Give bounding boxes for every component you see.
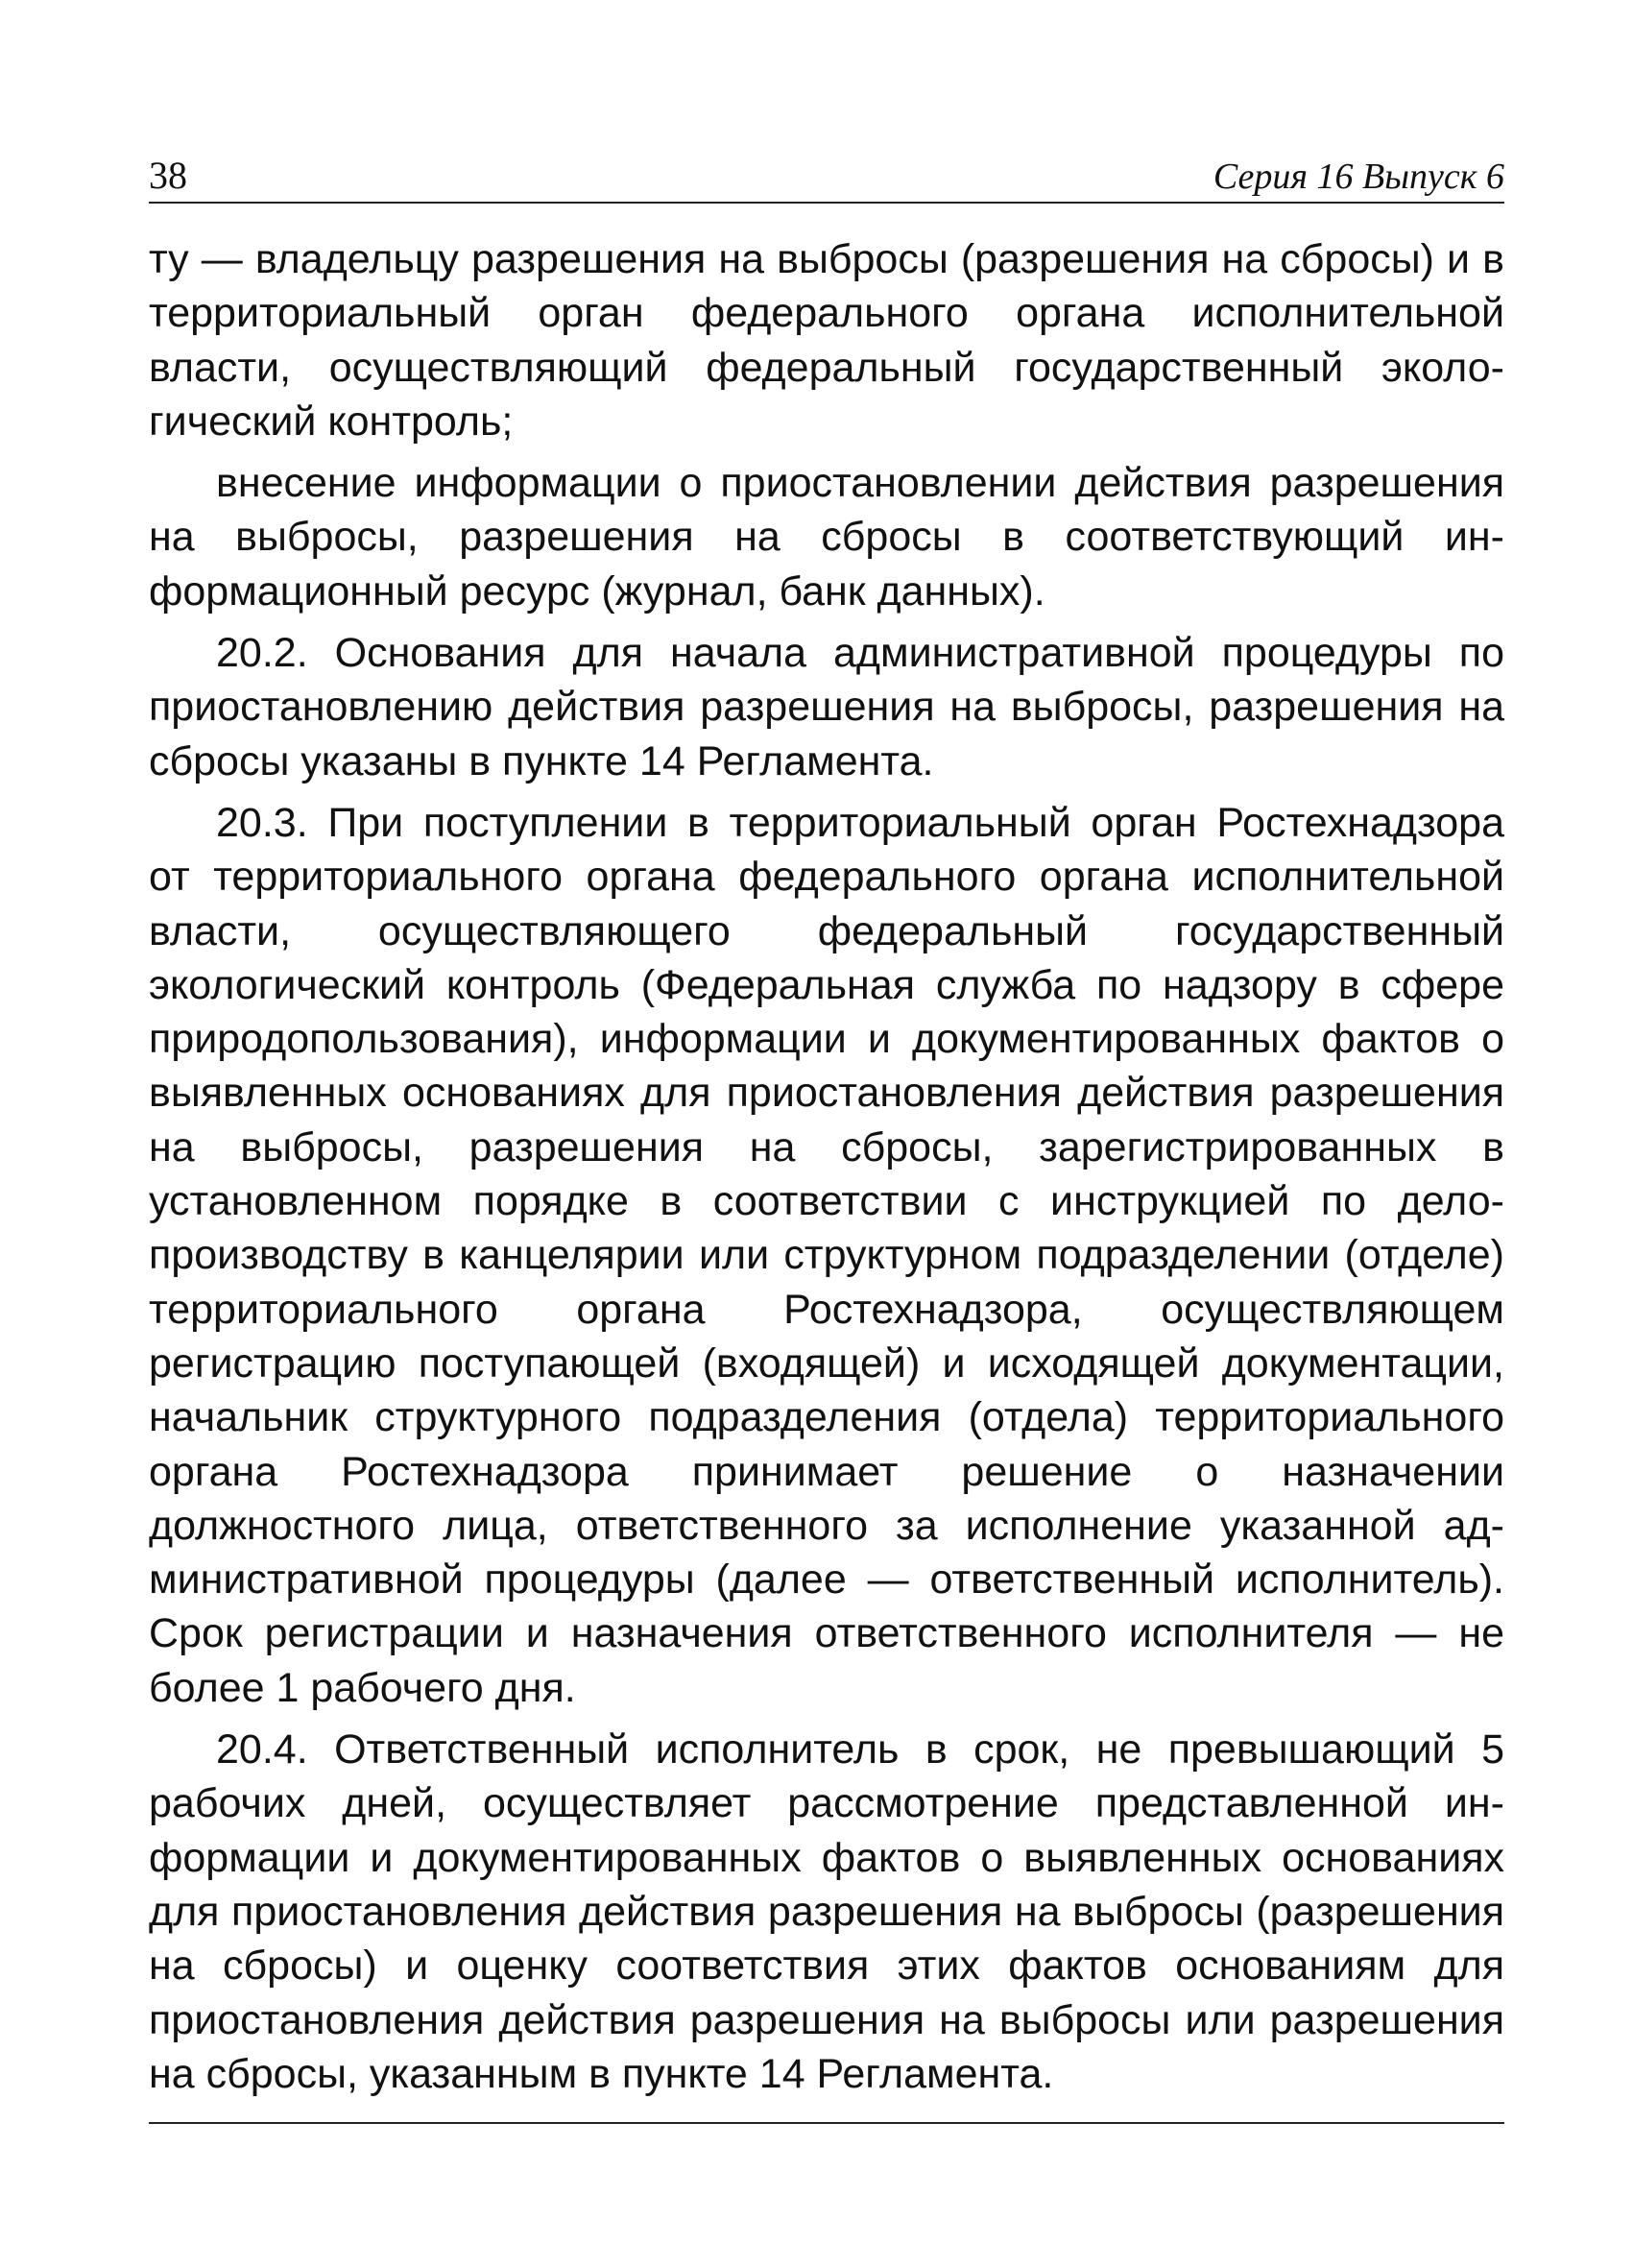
paragraph-20-3: 20.3. При поступлении в территориальный орган Ростехнадзора от территориального органа федерального органа исполнительной власти, осуществляющего федеральный государственный экологический контроль (Федеральная служба по надзору в сфере природопользования), информации и документированных фактов о выявленных основаниях для приостановления действия разрешения на выбросы, разрешения на сбросы, зарегистрированных в установленном порядке в соответствии с инструкцией по делопроизводству в канцелярии или структурном подразделении (отделе) территориального органа Ростехнадзора, осуществляющем регистрацию поступающей (входящей) и исходящей документации, начальник структурного подразделения (отдела) территориального органа Ростехнадзора принимает решение о назначении должностного лица, ответственного за исполнение указанной административной процедуры (далее — ответственный исполнитель). Срок регистрации и назначения ответственного исполнителя — не более 1 рабочего дня.: [149, 799, 1504, 1711]
paragraph-20-4: 20.4. Ответственный исполнитель в срок, не превышающий 5 рабочих дней, осуществляет рассмотрение представленной информации и документированных фактов о выявленных основаниях для приостановления действия разрешения на выбросы (разрешения на сбросы) и оценку соответствия этих фактов основаниям для приостановления действия разрешения на выбросы или разрешения на сбросы, указанным в пункте 14 Регламента.: [149, 1726, 1504, 2097]
series-title: Серия 16 Выпуск 6: [1213, 157, 1504, 197]
paragraph-info-entry: внесение информации о приостановлении действия разрешения на выбросы, разрешения на сбросы в соответствующий информационный ресурс (журнал, банк данных).: [149, 460, 1504, 615]
paragraph-continuation: ту — владельцу разрешения на выбросы (разрешения на сбросы) и в территориальный орган федерального органа исполнительной власти, осуществляющий федеральный государственный экологический контроль;: [149, 236, 1504, 445]
page-number: 38: [149, 154, 187, 197]
bottom-divider: [149, 2122, 1504, 2124]
document-page: [149, 144, 1504, 2124]
paragraph-20-2: 20.2. Основания для начала административной процедуры по приостановлению действия разрешения на выбросы, разрешения на сбросы указаны в пункте 14 Регламента.: [149, 630, 1504, 784]
running-head: [149, 144, 1504, 204]
body-text: [149, 232, 1504, 2101]
